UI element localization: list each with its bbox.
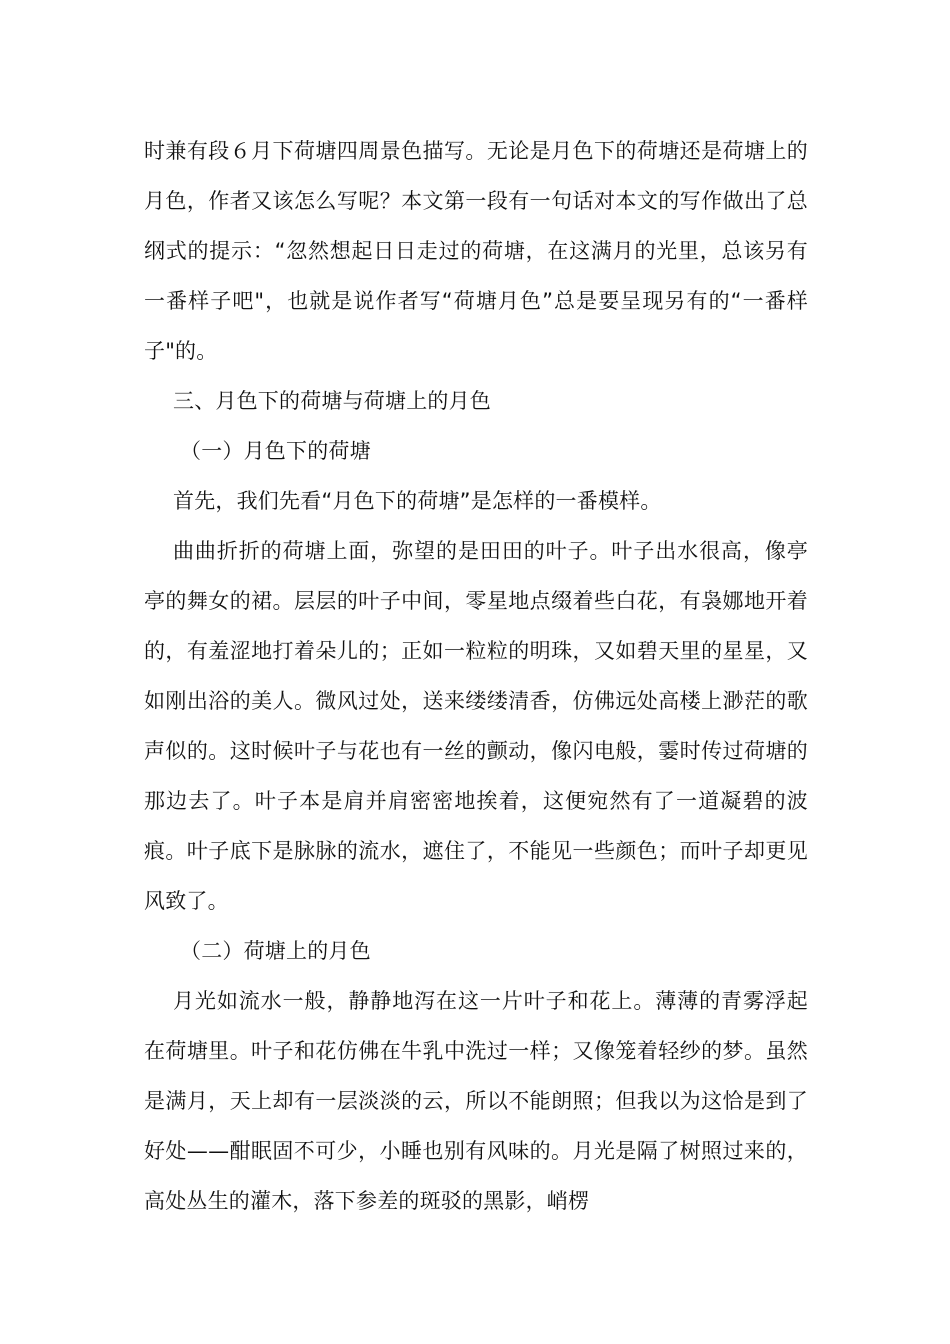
sub-heading-moonlight-on-pond: （二）荷塘上的月色 bbox=[180, 939, 371, 963]
paragraph-pond-description: 曲曲折折的荷塘上面，弥望的是田田的叶子。叶子出水很高，像亭亭的舞女的裙。层层的叶子中间，零星地点缀着些白花，有袅娜地开着的，有羞涩地打着朵儿的；正如一粒粒的明珠，又如碧天里的星星，又如刚出浴的美人。微风过处，送来缕缕清香，仿佛远处高楼上渺茫的歌声似的。这时候叶子与花也有一丝的颤动，像闪电般，霎时传过荷塘的那边去了。叶子本是肩并肩密密地挨着，这便宛然有了一道凝碧的波痕。叶子底下是脉脉的流水，遮住了，不能见一些颜色；而叶子却更见风致了。 bbox=[144, 539, 808, 913]
paragraph-continuation: 时兼有段６月下荷塘四周景色描写。无论是月色下的荷塘还是荷塘上的月色，作者又该怎么写呢？本文第一段有一句话对本文的写作做出了总纲式的提示：“忽然想起日日走过的荷塘，在这满月的光里，总该另有一番样子吧"，也就是说作者写“荷塘月色”总是要呈现另有的“一番样子"的。 bbox=[144, 139, 808, 363]
paragraph-intro: 首先，我们先看“月色下的荷塘”是怎样的一番模样。 bbox=[173, 489, 662, 513]
section-heading: 三、月色下的荷塘与荷塘上的月色 bbox=[173, 389, 491, 413]
sub-heading-moonlit-pond: （一）月色下的荷塘 bbox=[180, 439, 371, 463]
paragraph-moonlight-description: 月光如流水一般，静静地泻在这一片叶子和花上。薄薄的青雾浮起在荷塘里。叶子和花仿佛在牛乳中洗过一样；又像笼着轻纱的梦。虽然是满月，天上却有一层淡淡的云，所以不能朗照；但我以为这恰是到了好处——酣眠固不可少，小睡也别有风味的。月光是隔了树照过来的，高处丛生的灌木，落下参差的斑驳的黑影，峭楞 bbox=[144, 989, 808, 1213]
document-body bbox=[144, 126, 808, 1226]
